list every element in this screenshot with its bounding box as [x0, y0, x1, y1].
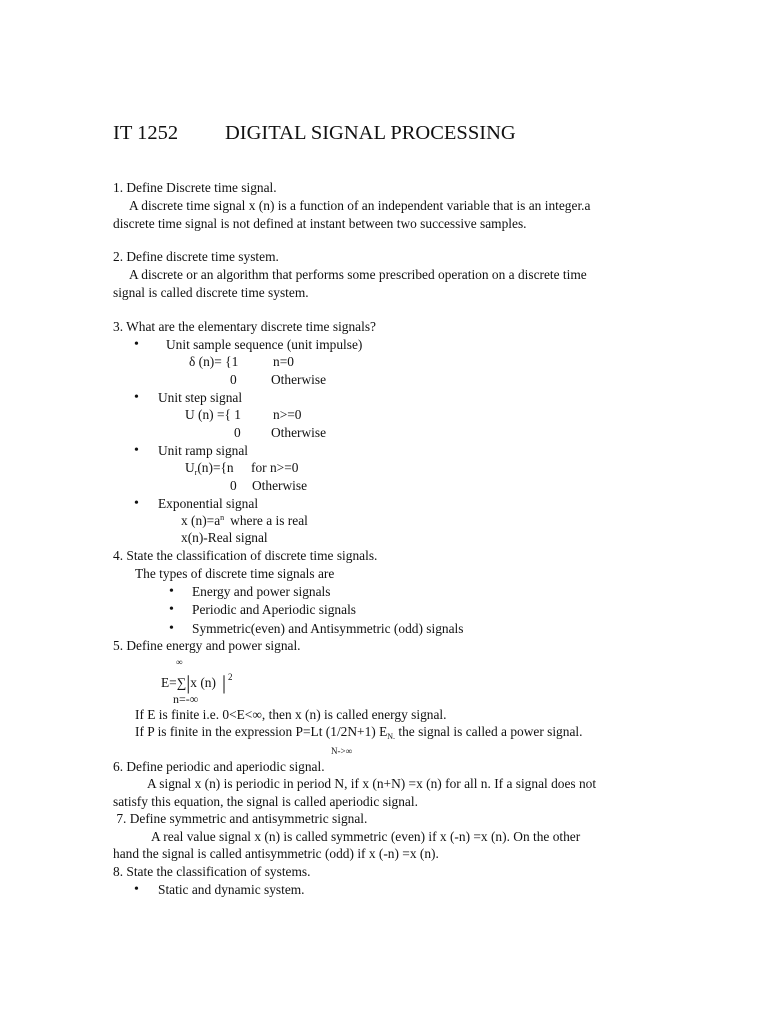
q2-answer-line1: A discrete or an algorithm that performs some prescribed operation on a discrete time — [129, 267, 587, 282]
bullet-icon: • — [134, 443, 139, 458]
ramp-label: Unit ramp signal — [158, 443, 249, 458]
course-name: DIGITAL SIGNAL PROCESSING — [225, 122, 516, 144]
energy-formula: E=∑|x (n) | $^2$ — [161, 672, 233, 694]
q2-answer-line2: signal is called discrete time system. — [113, 285, 309, 300]
bullet-icon: • — [134, 390, 139, 405]
q4-item: Energy and power signals — [192, 584, 331, 599]
q5-line2: If P is finite in the expression P=Lt (1/2N+1) $E_{N.}$ the signal is called a power signal. — [135, 724, 583, 741]
sum-upper-limit: ∞ — [176, 657, 183, 667]
q8-question: 8. State the classification of systems. — [113, 864, 311, 879]
q5-question: 5. Define energy and power signal. — [113, 638, 301, 653]
ramp-expr: $U_r(n)=\{n$ — [185, 460, 234, 477]
ramp-val0: 0 — [230, 478, 237, 493]
q6-answer-line1: A signal x (n) is periodic in period N, if x (n+N) =x (n) for all n. If a signal does not — [147, 776, 597, 791]
q6-question: 6. Define periodic and aperiodic signal. — [113, 759, 325, 774]
ramp-cond2: Otherwise — [252, 478, 308, 493]
impulse-val0: 0 — [230, 372, 237, 387]
q4-item: Periodic and Aperiodic signals — [192, 602, 357, 617]
bullet-icon: • — [134, 496, 139, 511]
impulse-label: Unit sample sequence (unit impulse) — [166, 337, 363, 352]
step-label: Unit step signal — [158, 390, 243, 405]
exponential-expr: x $(n)=a^n$ where a is real — [181, 513, 308, 528]
step-cond1: n>=0 — [273, 407, 302, 422]
bullet-icon: • — [134, 337, 139, 352]
bullet-icon: • — [134, 882, 139, 897]
q5-line1: If E is finite i.e. 0<E<∞, then x (n) is called energy signal. — [135, 707, 447, 722]
q4-item: Symmetric(even) and Antisymmetric (odd) signals — [192, 621, 464, 636]
q8-item: Static and dynamic system. — [158, 882, 305, 897]
impulse-expr: δ (n)= {1 — [189, 354, 239, 369]
q7-answer-line1: A real value signal x (n) is called symmetric (even) if x (-n) =x (n). On the other — [151, 829, 581, 844]
step-expr: U (n) ={ 1 — [185, 407, 242, 422]
exponential-line2: x(n)-Real signal — [181, 530, 268, 545]
impulse-cond1: n=0 — [273, 354, 294, 369]
impulse-cond2: Otherwise — [271, 372, 327, 387]
q1-answer-line1: A discrete time signal x (n) is a function of an independent variable that is an integer.a — [129, 198, 591, 213]
bullet-icon: • — [169, 584, 174, 599]
step-val0: 0 — [234, 425, 241, 440]
q7-answer-line2: hand the signal is called antisymmetric (odd) if x (-n) =x (n). — [113, 846, 439, 861]
exponential-label: Exponential signal — [158, 496, 259, 511]
q2-question: 2. Define discrete time system. — [113, 249, 279, 264]
q3-question: 3. What are the elementary discrete time signals? — [113, 319, 376, 334]
bullet-icon: • — [169, 602, 174, 617]
bullet-icon: • — [169, 621, 174, 636]
page-title — [113, 120, 516, 146]
sum-lower-limit: n=-∞ — [173, 692, 199, 706]
q1-question: 1. Define Discrete time signal. — [113, 180, 277, 195]
limit-label: N->∞ — [331, 746, 352, 756]
ramp-cond1: for n>=0 — [251, 460, 299, 475]
q6-answer-line2: satisfy this equation, the signal is called aperiodic signal. — [113, 794, 418, 809]
course-code: IT 1252 — [113, 122, 179, 144]
q4-question: 4. State the classification of discrete time signals. — [113, 548, 378, 563]
q1-answer-line2: discrete time signal is not defined at instant between two successive samples. — [113, 216, 527, 231]
q4-intro: The types of discrete time signals are — [135, 566, 335, 581]
step-cond2: Otherwise — [271, 425, 327, 440]
q7-question: 7. Define symmetric and antisymmetric signal. — [113, 811, 368, 826]
